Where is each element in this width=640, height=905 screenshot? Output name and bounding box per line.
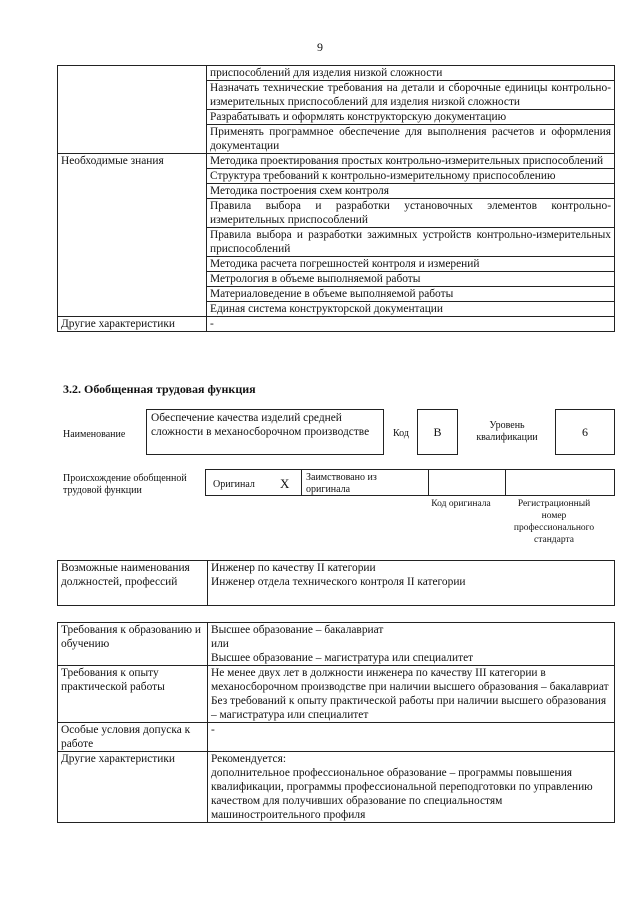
- requirement-line: или: [211, 638, 229, 650]
- requirement-label: Особые условия допуска к работе: [58, 723, 208, 752]
- origin-label: Происхождение обобщенной трудовой функции: [63, 473, 187, 496]
- requirement-line: Высшее образование – магистратура или специалитет: [211, 652, 474, 664]
- positions-label: Возможные наименования должностей, профессий: [58, 561, 208, 606]
- page-number: 9: [317, 40, 323, 54]
- table-row: [58, 752, 615, 823]
- position-item: Инженер по качеству II категории: [211, 562, 376, 574]
- section-heading: 3.2. Обобщенная трудовая функция: [63, 382, 256, 396]
- table-row: [58, 623, 615, 666]
- table-row: [58, 317, 615, 332]
- knowledge-item: Методика расчета погрешностей контроля и измерений: [207, 257, 615, 272]
- requirements-table: [57, 622, 615, 823]
- code-value-box: B: [417, 409, 458, 455]
- position-item: Инженер отдела технического контроля II категории: [211, 576, 466, 588]
- requirement-value: [208, 752, 615, 823]
- requirement-line: -: [211, 724, 215, 736]
- table-row: [58, 723, 615, 752]
- name-label: Наименование: [63, 429, 126, 440]
- original-label: Оригинал: [213, 479, 255, 490]
- table-row: [58, 66, 615, 81]
- table-row: [58, 561, 615, 606]
- skill-item: Назначать технические требования на детали и сборочные единицы контрольно-измерительных приспособлений для изделия низкой сложности: [207, 81, 615, 110]
- knowledge-item: Методика проектирования простых контрольно-измерительных приспособлений: [207, 154, 615, 169]
- knowledge-item: Правила выбора и разработки зажимных устройств контрольно-измерительных приспособлений: [207, 228, 615, 257]
- requirement-line: Без требований к опыту практической работы при наличии высшего образования – магистратура или специалитет: [211, 695, 607, 721]
- skill-item: приспособлений для изделия низкой сложности: [207, 66, 615, 81]
- requirement-value: [208, 666, 615, 723]
- divider: [301, 469, 302, 496]
- knowledge-item: Метрология в объеме выполняемой работы: [207, 272, 615, 287]
- requirement-value: [208, 723, 615, 752]
- knowledge-item: Материаловедение в объеме выполняемой работы: [207, 287, 615, 302]
- borrowed-label: Заимствовано из оригинала: [306, 472, 377, 495]
- knowledge-table: [57, 65, 615, 332]
- positions-values: [208, 561, 615, 606]
- positions-table: [57, 560, 615, 606]
- knowledge-item: Правила выбора и разработки установочных элементов контрольно-измерительных приспособлений: [207, 199, 615, 228]
- divider: [428, 469, 429, 496]
- other-characteristics-label: Другие характеристики: [58, 317, 207, 332]
- requirement-label: Требования к образованию и обучению: [58, 623, 208, 666]
- divider: [505, 469, 506, 496]
- knowledge-item: Структура требований к контрольно-измерительному приспособлению: [207, 169, 615, 184]
- level-value-box: 6: [555, 409, 615, 455]
- table-row: [58, 154, 615, 169]
- requirement-line: дополнительное профессиональное образование – программы повышения квалификации, программы профессиональной переподготовки по управлению качеством для получивших образование по специальностям машиностроительного профиля: [211, 767, 593, 821]
- knowledge-item: Единая система конструкторской документации: [207, 302, 615, 317]
- skills-label-cell: [58, 66, 207, 154]
- table-row: [58, 666, 615, 723]
- requirement-label: Другие характеристики: [58, 752, 208, 823]
- reg-number-caption: Регистрационный номер профессионального стандарта: [513, 499, 595, 545]
- skill-item: Разрабатывать и оформлять конструкторскую документацию: [207, 110, 615, 125]
- original-mark: X: [280, 476, 290, 491]
- requirement-label: Требования к опыту практической работы: [58, 666, 208, 723]
- knowledge-label: Необходимые знания: [58, 154, 207, 317]
- origin-box: [205, 469, 615, 496]
- code-label: Код: [393, 428, 409, 439]
- other-characteristics-value: -: [207, 317, 615, 332]
- level-label: Уровень квалификации: [476, 420, 538, 443]
- requirement-line: Рекомендуется:: [211, 753, 287, 765]
- function-name-box: Обеспечение качества изделий средней сложности в механосборочном производстве: [146, 409, 384, 455]
- knowledge-item: Методика построения схем контроля: [207, 184, 615, 199]
- requirement-line: Не менее двух лет в должности инженера по качеству III категории в механосборочном производстве при наличии высшего образования – бакалавриат: [211, 667, 609, 693]
- requirement-line: Высшее образование – бакалавриат: [211, 624, 384, 636]
- requirement-value: [208, 623, 615, 666]
- skill-item: Применять программное обеспечение для выполнения расчетов и оформления документации: [207, 125, 615, 154]
- code-original-caption: Код оригинала: [431, 499, 491, 509]
